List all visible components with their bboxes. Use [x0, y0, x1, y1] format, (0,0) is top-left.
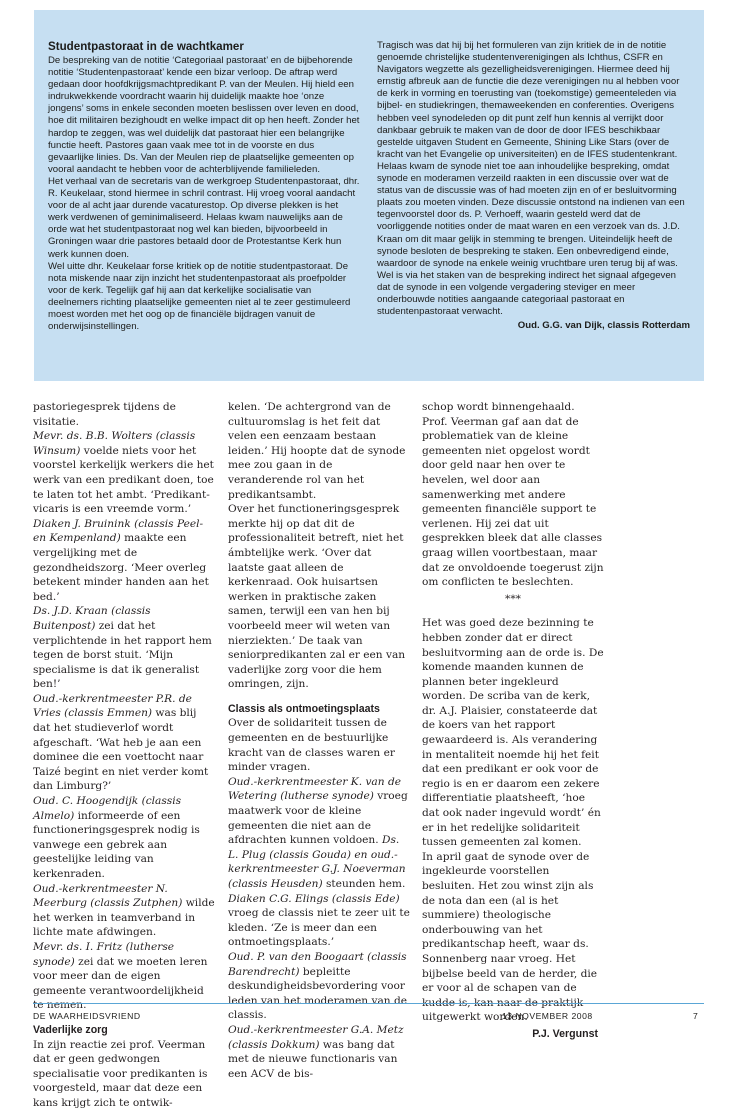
footer-rule [33, 1003, 704, 1004]
speaker-text: maakte een vergelijking met de gezondheidszorg. ‘Meer overleg betekent minder handen aan het bed.’ [33, 532, 209, 603]
speaker-name: Ds. J.D. Kraan (classis Buitenpost) [33, 605, 151, 632]
paragraph [33, 940, 215, 1013]
sidebar-paragraph: Helaas kwam de synode niet toe aan inhoudelijke bespreking, omdat synode en moderamen verzeild raakten in een discussie over wat de status van de discussie was of had moeten zijn en of er besluitvorming plaats zou moeten vinden. Deze discussie ontstond na indienen van een tegenvoorstel door ds. P. Verhoeff, waarin gesteld werd dat de voorliggende notities onder de maat waren en een verzoek van ds. J.D. Kraan om dit maar gelijk in stemming te brengen. Uiteindelijk heeft de synode besloten de bespreking te staken. Een onbevredigend einde, waardoor de synode na enkele weinig vruchtbare uren terug bij af was. Wel is via het staken van de bespreking indirect het signaal afgegeven dat de synode in een volgende vergadering steviger en meer onderbouwde notities aangaande categoriaal pastoraat en studentenpastoraat verwacht. [377, 160, 685, 318]
sidebar-signature: Oud. G.G. van Dijk, classis Rotterdam [517, 320, 690, 332]
article-column-3 [422, 400, 604, 1042]
section-divider-stars: *** [505, 592, 521, 605]
paragraph: In april gaat de synode over de ingekleurde voorstellen besluiten. Het zou winst zijn als de nota dan een (al is het summiere) theologische onderbouwing van het predikantschap heeft, waar ds. Sonnenberg naar vroeg. Het bijbelse beeld van de herder, die er voor al de schapen van de kudde is, kan naar de praktijk uitgewerkt worden. [422, 850, 598, 1024]
section-subheading: Classis als ontmoetingsplaats [228, 702, 380, 715]
speaker-text: steunden hem. [322, 878, 406, 890]
paragraph: kelen. ‘De achtergrond van de cultuuromslag is het feit dat velen een eenzaam bestaan leiden.’ Hij hoopte dat de synode mee zou gaan in de veranderende rol van het predikantsambt. [228, 401, 406, 501]
sidebar-right-column [377, 40, 690, 332]
speaker-name: Oud.-kerkrentmeester N. Meerburg (classis Zutphen) [33, 882, 183, 910]
speaker-name: Mevr. ds. I. Fritz (lutherse synode) [33, 940, 175, 968]
paragraph [228, 775, 410, 892]
speaker-name: Oud.-kerkrentmeester G.A. Metz (classis Dokkum) [228, 1023, 404, 1051]
sidebar-box [34, 10, 704, 381]
speaker-name: Oud.-kerkrentmeester P.R. de Vries (classis Emmen) [33, 692, 192, 720]
sidebar-paragraph: De bespreking van de notitie ‘Categoriaal pastoraat’ en de bijbehorende notitie ‘Studentenpastoraat’ kende een bizar verloop. De aftrap werd gedaan door hoofdkrijgsmachtpredikant P. van der Meulen. Hij hield een indrukwekkende voordracht waarin hij duidelijk maakte hoe ‘onze jongens’ soms in enkele seconden moeten beslissen over leven en dood, hoe dit militairen bezighoudt en welke impact dit op hen heeft. Zonder het hardop te zeggen, was wel duidelijk dat pastoraat hier een belangrijke functie heeft. Pastores gaan vaak mee tot in de voorste en dus gevaarlijke linies. Ds. Van der Meulen riep de plaatselijke gemeenten op vooral aandacht te hebben voor de achterblijvende familieleden. [48, 55, 360, 175]
speaker-name: Diaken J. Bruinink (classis Peel- en Kempenland) [33, 517, 204, 545]
speaker-name: Oud.-kerkrentmeester K. van de Wetering (lutherse synode) [228, 775, 401, 803]
paragraph [33, 517, 215, 605]
paragraph: pastoriegesprek tijdens de visitatie. [33, 401, 176, 428]
speaker-text: zei dat we moeten leren voor meer dan de eigen gemeente verantwoordelijkheid te nemen. [33, 955, 208, 1012]
speaker-text: informeerde of een functioneringsgesprek nodig is vanwege een gebrek aan geestelijke leiding van kerkenraden. [33, 809, 200, 880]
paragraph [33, 794, 215, 882]
speaker-text: voelde niets voor het voorstel kerkelijk werkers die het werk van een predikant doen, toe te laten tot het ambt. ‘Predikant-vicaris is een vreemde vorm.’ [33, 444, 214, 516]
speaker-text: was blij dat het studieverlof wordt afgeschaft. ‘Wat heb je aan een dominee die een voettocht naar Taizé begint en niet verder komt dan Limburg?’ [33, 707, 209, 793]
paragraph: In zijn reactie zei prof. Veerman dat er geen gedwongen specialisatie voor predikanten is voorgesteld, maar dat deze een kans krijgt zich te ontwik- [33, 1038, 208, 1109]
speaker-name: Ds. L. Plug (classis Gouda) en oud.-kerkrentmeester G.J. Noeverman (classis Heusden) [228, 834, 406, 890]
paragraph: Het was goed deze bezinning te hebben zonder dat er direct besluitvorming aan de orde is. De komende maanden kunnen de plannen beter ingekleurd worden. De scriba van de kerk, dr. A.J. Plaisier, constateerde dat de koers van het rapport gewaardeerd is. Als verandering in mentaliteit noemde hij het feit dat een predikant er ook voor de regio is en er daarom een zekere differentiatie plaatsheeft, ‘hoe dat ook nader ingevuld wordt’ én er in het redelijke solidariteit tussen gemeenten zal komen. [422, 617, 604, 849]
paragraph: Prof. Veerman gaf aan dat de problematiek van de kleine gemeenten niet opgelost wordt door geld naar hen over te hevelen, wel door aan samenwerking met andere gemeenten financiële support te verlenen. Hij zei dat uit gesprekken bleek dat alle classes graag willen voortbestaan, maar dat ze onvoldoende toegerust zijn om conflicten te beslechten. [422, 415, 604, 589]
speaker-text: was bang dat met de nieuwe functionaris van een ACV de bis- [228, 1038, 398, 1080]
paragraph [33, 692, 215, 794]
sidebar-paragraph: Wel uitte dhr. Keukelaar forse kritiek op de notitie studentpastoraat. De nota miskende naar zijn inzicht het studentenpastoraat als proefpolder voor de kerk. Tegelijk gaf hij aan dat kerkelijke socialisatie van deelnemers richting plaatselijke gemeenten niet al te zeer gestimuleerd moest worden met het oog op de financiële bijdragen vanuit de onderwijsinstellingen. [48, 260, 351, 333]
section-subheading: Vaderlijke zorg [33, 1023, 108, 1036]
paragraph [33, 429, 215, 517]
paragraph [228, 1023, 410, 1081]
speaker-text: wilde het werken in teamverband in lichte mate afdwingen. [33, 897, 215, 939]
speaker-text: bepleitte deskundigheidsbevordering voor leden van het moderamen van de classis. [228, 965, 408, 1022]
article-column-2 [228, 400, 410, 1081]
speaker-text: vroeg de classis niet te zeer uit te kleden. ‘Ze is meer dan een ontmoetingsplaats.’ [228, 907, 410, 949]
footer-publication: DE WAARHEIDSVRIEND [33, 1011, 141, 1021]
sidebar-paragraph: Het verhaal van de secretaris van de werkgroep Studentenpastoraat, dhr. R. Keukelaar, stond hiermee in schril contrast. Hij vroeg vooral aandacht voor de al acht jaar durende vacaturestop. Op diverse plekken is het werk verdwenen of geminimaliseerd. Helaas kwam nauwelijks aan de orde wat het studentpastoraat nog wel kan bieden, bijvoorbeeld in Groningen waar drie pastores betaald door de Protestantse Kerk hun werk kunnen doen. [48, 175, 360, 260]
sidebar-title: Studentpastoraat in de wachtkamer [48, 40, 244, 53]
paragraph [228, 892, 410, 950]
paragraph [228, 950, 410, 1023]
speaker-name: Diaken C.G. Elings (classis Ede) [228, 892, 400, 905]
paragraph: Over het functioneringsgesprek merkte hij op dat dit de professionaliteit betreft, niet het ámbtelijke werk. ‘Over dat laatste gaat alleen de kerkenraad. Ook huisartsen werken in praktische zaken samen, terwijl een van hen bij voorbeeld meer wil weten van nierziekten.’ De taak van seniorpredikanten zal er een van vaderlijke zorg voor die hem omringen, zijn. [228, 503, 406, 691]
sidebar-left-column [48, 40, 361, 333]
paragraph [33, 882, 215, 940]
speaker-text: vroeg maatwerk voor de kleine gemeenten die niet aan de afdrachten kunnen voldoen. [228, 790, 408, 847]
paragraph: schop wordt binnengehaald. [422, 401, 575, 413]
sidebar-paragraph: Tragisch was dat hij bij het formuleren van zijn kritiek de in de notitie genoemde christelijke studentenverenigingen als Ichthus, CSFR en Navigators wegzette als gezelligheidsverenigingen. Hiermee deed hij ernstig afbreuk aan de functie die deze verenigingen nu al hebben voor de kerk in vorming en toerusting van (toekomstige) gemeenteleden via bijbel- en studiekringen, themaweekenden en conferenties. Overigens hebben veel synodeleden op dit punt zelf hun kennis al verrijkt door dankbaar gebruik te maken van de door de door IFES beschikbaar gestelde uitgaven Student en Gemeente, Shining Like Stars (over de kracht van het Evangelie op universiteiten) en de IFES studentenkrant. [377, 40, 680, 160]
page-number: 7 [693, 1011, 699, 1021]
speaker-name: Mevr. ds. B.B. Wolters (classis Winsum) [33, 430, 196, 457]
paragraph [33, 604, 215, 692]
speaker-text: zei dat het verplichtende in het rapport hem tegen de borst stuit. ‘Mijn specialisme is dat ik generalist ben!’ [33, 619, 212, 691]
speaker-name: Oud. P. van den Boogaart (classis Barendrecht) [228, 950, 407, 978]
speaker-name: Oud. C. Hoogendijk (classis Almelo) [33, 795, 182, 822]
author-signature: P.J. Vergunst [532, 1027, 598, 1040]
footer-date: 13 NOVEMBER 2008 [502, 1011, 593, 1021]
paragraph: Over de solidariteit tussen de gemeenten en de bestuurlijke kracht van de classes waren er minder vragen. [228, 717, 395, 774]
